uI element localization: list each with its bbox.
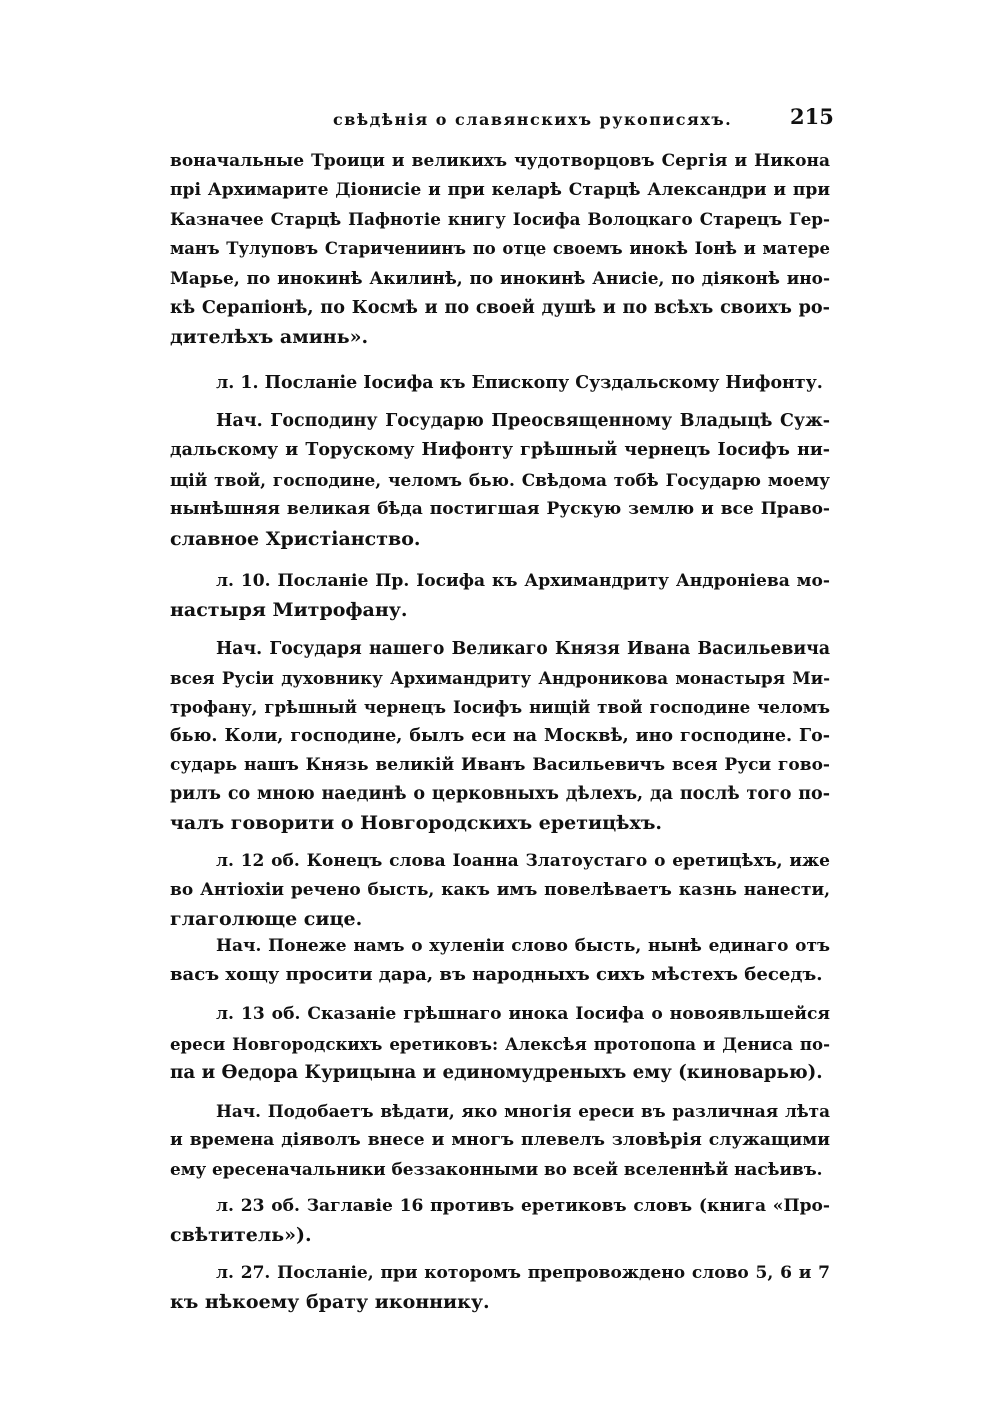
text-line: Нач. Понеже намъ о хуленіи слово бысть, нынѣ единаго отъ [216, 936, 830, 956]
running-head: свѣдѣнія о славянскихъ рукописяхъ. [333, 110, 733, 129]
text-line: л. 23 об. Заглавіе 16 противъ еретиковъ словъ (книга «Про- [216, 1196, 830, 1216]
text-line: и времена діяволъ внесе и многъ плевелъ зловѣрія служащими [170, 1130, 830, 1150]
text-line: л. 13 об. Сказаніе грѣшнаго инока Іосифа о новоявльшейся [216, 1004, 830, 1024]
text-line: свѣтитель»). [170, 1224, 312, 1246]
text-line: Нач. Подобаетъ вѣдати, яко многія ереси въ различная лѣта [216, 1101, 830, 1121]
text-line: къ нѣкоему брату иконнику. [170, 1291, 490, 1313]
text-line: манъ Тулуповъ Старичениинъ по отце своемъ инокѣ Іонѣ и матере [170, 239, 830, 258]
text-line: л. 27. Посланіе, при которомъ препровождено слово 5, 6 и 7 [216, 1263, 830, 1283]
page-number: 215 [790, 104, 834, 129]
text-line: рилъ со мною наединѣ о церковныхъ дѣлехъ, да послѣ того по- [170, 784, 830, 804]
text-line: воначальные Троици и великихъ чудотворцовъ Сергія и Никона [170, 151, 830, 171]
text-line: нынѣшняя великая бѣда постигшая Рускую землю и все Право- [170, 499, 830, 519]
text-line: па и Ѳедора Курицына и единомудреныхъ ему (киноварью). [170, 1062, 823, 1083]
text-line: л. 1. Посланіе Іосифа къ Епископу Суздальскому Нифонту. [216, 373, 823, 393]
text-line: л. 12 об. Конецъ слова Іоанна Златоустаго о еретицѣхъ, иже [216, 851, 830, 871]
text-line: ему ересеначальники беззаконными во всей вселеннѣй насѣивъ. [170, 1159, 823, 1179]
text-line: Нач. Господину Государю Преосвященному Владыцѣ Суж- [216, 411, 830, 431]
text-line: щій твой, господине, челомъ бью. Свѣдома тобѣ Государю моему [170, 470, 830, 490]
text-line: Нач. Государя нашего Великаго Князя Ивана Васильевича [216, 639, 830, 659]
text-line: сударь нашъ Князь великій Иванъ Васильевичъ всея Руси гово- [170, 755, 830, 775]
text-line: бью. Коли, господине, былъ еси на Москвѣ, ино господине. Го- [170, 726, 830, 746]
page-header [0, 98, 1000, 138]
text-line: во Антіохіи речено бысть, какъ имъ повелѣваетъ казнь нанести, [170, 880, 830, 900]
text-line: кѣ Серапіонѣ, по Космѣ и по своей душѣ и по всѣхъ своихъ ро- [170, 297, 830, 318]
text-line: дальскому и Торускому Нифонту грѣшный чернецъ Іосифъ ни- [170, 440, 830, 460]
text-line: ереси Новгородскихъ еретиковъ: Алексѣя протопопа и Дениса по- [170, 1034, 830, 1054]
text-line: всея Русіи духовнику Архимандриту Андроникова монастыря Ми- [170, 668, 830, 688]
text-line: глаголюще сице. [170, 908, 363, 930]
text-line: Казначее Старцѣ Пафнотіе книгу Іосифа Волоцкаго Старецъ Гер- [170, 209, 830, 229]
text-line: Марье, по инокинѣ Акилинѣ, по инокинѣ Анисіе, по діяконѣ ино- [170, 268, 830, 288]
text-line: чалъ говорити о Новгородскихъ еретицѣхъ. [170, 812, 663, 834]
text-line: дителѣхъ аминь». [170, 326, 369, 348]
text-line: славное Христіанство. [170, 528, 421, 550]
text-line: л. 10. Посланіе Пр. Іосифа къ Архимандриту Андроніева мо- [216, 571, 830, 591]
text-line: настыря Митрофану. [170, 599, 408, 621]
text-line: прі Архимарите Діонисіе и при келарѣ Старцѣ Александри и при [170, 180, 830, 200]
text-line: трофану, грѣшный чернецъ Іосифъ нищій твой господине челомъ [170, 697, 830, 717]
text-line: васъ хощу просити дара, въ народныхъ сихъ мѣстехъ беседъ. [170, 964, 823, 985]
